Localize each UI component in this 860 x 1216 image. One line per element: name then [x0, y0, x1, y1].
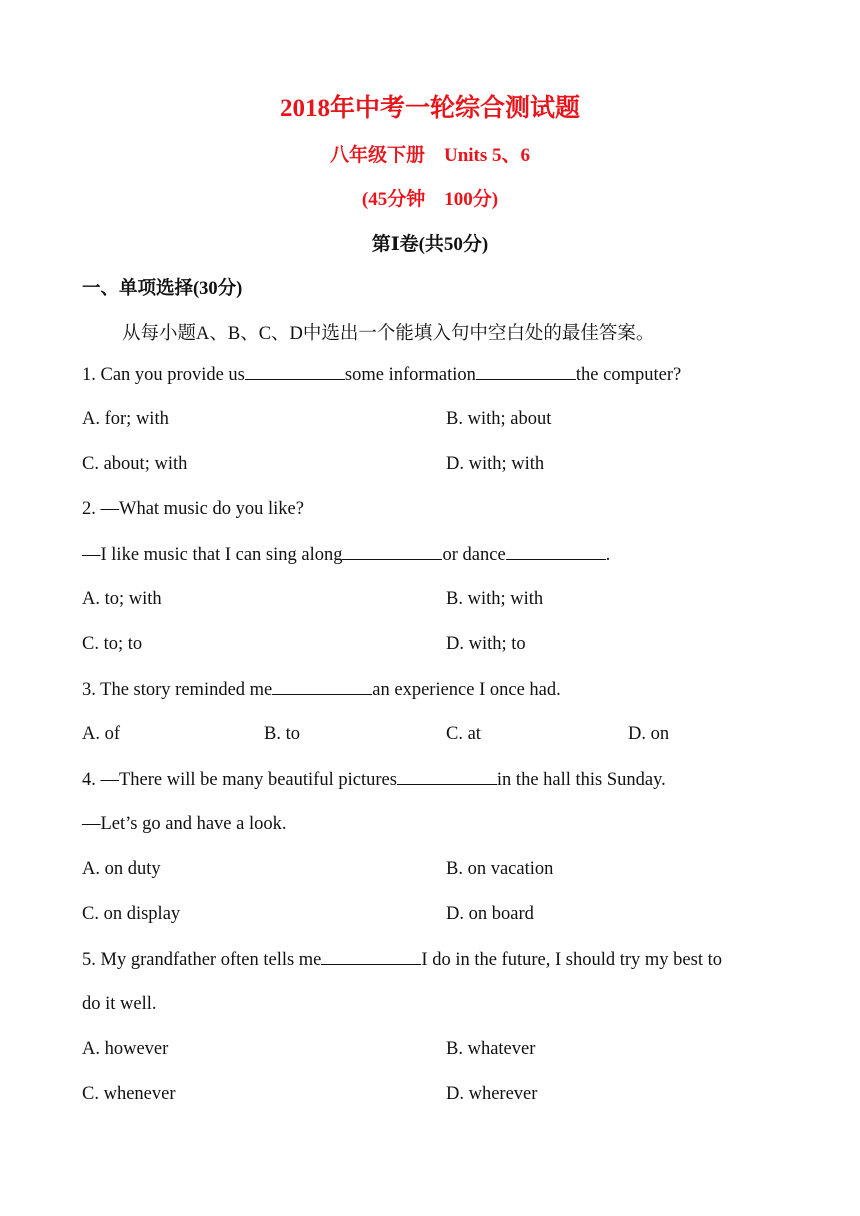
section-instruction: 从每小题A、B、C、D中选出一个能填入句中空白处的最佳答案。: [122, 324, 655, 344]
exam-title: 2018年中考一轮综合测试题: [279, 95, 580, 122]
question-4: [82, 769, 666, 791]
option-a: A. on duty: [82, 859, 161, 879]
question-4-text-b: in the hall this Sunday.: [496, 770, 666, 790]
option-b: B. with; with: [446, 589, 544, 609]
answer-blank: [321, 949, 421, 965]
option-d: D. wherever: [446, 1084, 538, 1104]
question-3-text-b: an experience I once had.: [372, 680, 561, 700]
answer-blank: [245, 364, 345, 380]
option-d: D. with; with: [446, 454, 545, 474]
option-d: D. with; to: [446, 634, 526, 654]
answer-blank: [397, 769, 497, 785]
answer-blank: [506, 544, 606, 560]
answer-blank: [272, 679, 372, 695]
option-c: C. whenever: [82, 1084, 176, 1104]
option-a: A. however: [82, 1039, 169, 1059]
question-1-text-a: 1. Can you provide us: [82, 365, 245, 385]
option-c: C. on display: [82, 904, 181, 924]
answer-blank: [342, 544, 442, 560]
exam-time-score: (45分钟 100分): [361, 189, 499, 210]
question-2-text-b: or dance: [442, 545, 506, 565]
option-c: C. about; with: [82, 454, 188, 474]
question-4-line-2: —Let’s go and have a look.: [82, 814, 287, 834]
answer-blank: [476, 364, 576, 380]
question-4-text-a: 4. —There will be many beautiful pictures: [82, 770, 397, 790]
option-b: B. on vacation: [446, 859, 554, 879]
option-b: B. whatever: [446, 1039, 536, 1059]
option-d: D. on: [628, 724, 670, 744]
question-3: [82, 679, 561, 701]
section-heading: 一、单项选择(30分): [82, 279, 243, 299]
question-2-text-a: —I like music that I can sing along: [82, 545, 343, 565]
question-2-line-1: 2. —What music do you like?: [82, 499, 304, 519]
question-5: [82, 949, 722, 971]
question-2-text-c: .: [605, 545, 611, 565]
exam-subtitle: 八年级下册 Units 5、6: [329, 145, 531, 166]
option-a: A. of: [82, 724, 121, 744]
question-1-text-b: some information: [344, 365, 476, 385]
question-5-text-b: I do in the future, I should try my best to: [421, 950, 722, 970]
option-b: B. to: [264, 724, 300, 744]
question-5-line-2: do it well.: [82, 994, 157, 1014]
part-heading: 第Ⅰ卷(共50分): [371, 234, 489, 255]
question-1: [82, 364, 681, 386]
option-a: A. for; with: [82, 409, 169, 429]
question-1-text-c: the computer?: [575, 365, 682, 385]
question-2-line-2: [82, 544, 610, 566]
question-5-text-a: 5. My grandfather often tells me: [82, 950, 322, 970]
option-c: C. at: [446, 724, 481, 744]
option-a: A. to; with: [82, 589, 162, 609]
question-3-text-a: 3. The story reminded me: [82, 680, 273, 700]
option-b: B. with; about: [446, 409, 552, 429]
option-c: C. to; to: [82, 634, 143, 654]
option-d: D. on board: [446, 904, 534, 924]
